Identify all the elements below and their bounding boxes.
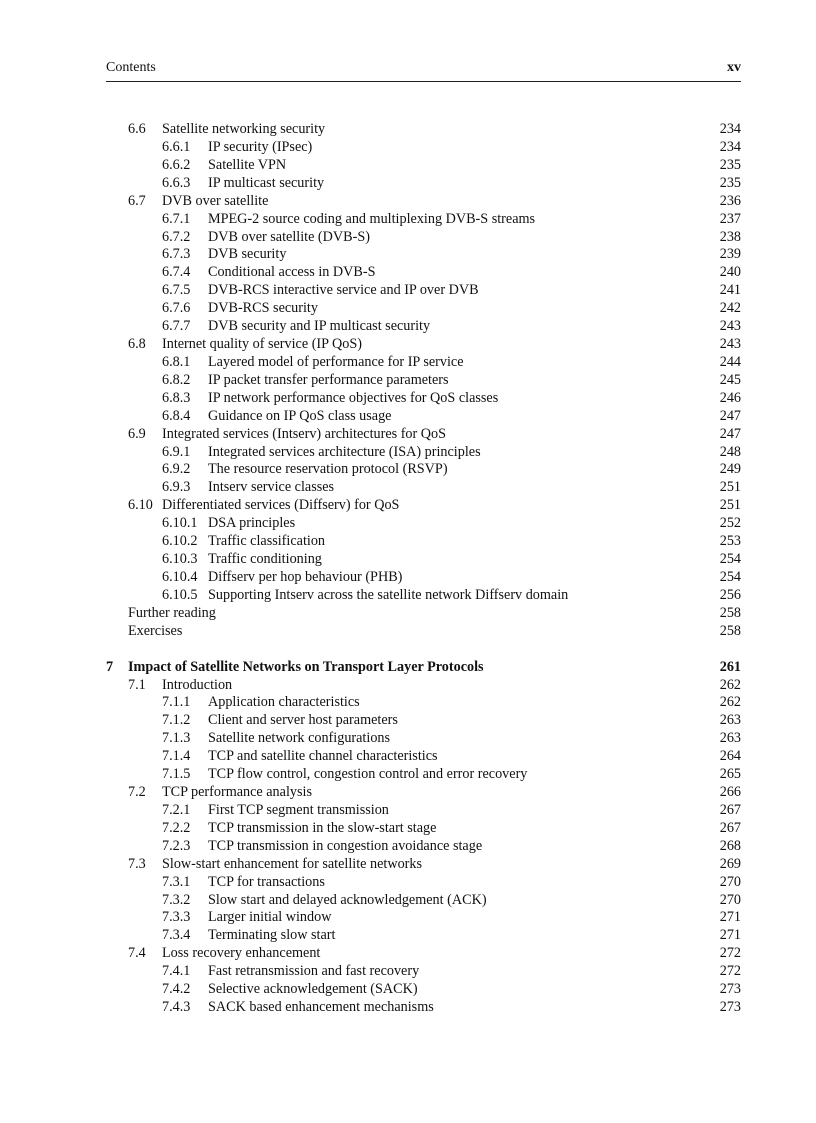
entry-title: Supporting Intserv across the satellite network Diffserv domain: [208, 586, 569, 603]
entry-number: 6.7.3: [162, 246, 191, 263]
entry-page: 235: [719, 174, 741, 191]
entry-number: 7.1.5: [162, 766, 191, 783]
toc-entry-section: [0, 496, 816, 514]
toc-entry-sub: [0, 926, 816, 944]
entry-title: Integrated services (Intserv) architectures for QoS: [162, 425, 447, 442]
entry-page: 247: [719, 407, 741, 424]
toc-entry-sub: [0, 711, 816, 729]
entry-page: 248: [719, 443, 741, 460]
entry-page: 244: [719, 353, 741, 370]
entry-number: 7.3.2: [162, 891, 191, 908]
entry-title: TCP and satellite channel characteristics: [208, 748, 438, 765]
entry-title: Satellite VPN: [208, 156, 287, 173]
header-rule: [106, 81, 741, 82]
entry-page: 253: [719, 533, 741, 550]
entry-page: 271: [719, 909, 741, 926]
entry-number: 6.9: [128, 425, 146, 442]
entry-page: 263: [719, 730, 741, 747]
entry-number: 7.3.4: [162, 927, 191, 944]
entry-title: Integrated services architecture (ISA) principles: [208, 443, 481, 460]
entry-title: IP security (IPsec): [208, 138, 313, 155]
entry-number: 6.6: [128, 121, 146, 137]
toc-entry-sub: [0, 980, 816, 998]
entry-title: DVB security: [208, 246, 287, 263]
entry-number: 7.1.3: [162, 730, 191, 747]
toc-entry-sub: [0, 729, 816, 747]
toc-entry-sub: [0, 801, 816, 819]
entry-number: 6.8.3: [162, 389, 191, 406]
entry-page: 239: [719, 246, 741, 263]
entry-number: 6.7: [128, 192, 146, 209]
entry-title: Conditional access in DVB-S: [208, 264, 376, 281]
entry-page: 252: [719, 515, 741, 532]
entry-title: MPEG-2 source coding and multiplexing DVB-S streams: [208, 210, 536, 227]
entry-page: 270: [719, 873, 741, 890]
entry-page: 269: [719, 855, 741, 872]
entry-number: 7.4.3: [162, 999, 191, 1016]
toc-entry-section: [0, 335, 816, 353]
toc-entry-sub: [0, 371, 816, 389]
entry-number: 7.3.1: [162, 873, 191, 890]
entry-number: 7.4.2: [162, 981, 191, 998]
entry-page: 243: [719, 318, 741, 335]
entry-number: 7.3: [128, 855, 146, 872]
entry-title: Satellite network configurations: [208, 730, 391, 747]
entry-number: 7.3.3: [162, 909, 191, 926]
toc-entry-chapter: [0, 658, 816, 676]
entry-page: 247: [719, 425, 741, 442]
toc-entry-sub: [0, 228, 816, 246]
entry-page: 251: [719, 497, 741, 514]
entry-title: Differentiated services (Diffserv) for QoS: [162, 497, 400, 514]
entry-page: 251: [719, 479, 741, 496]
entry-page: 236: [719, 192, 741, 209]
entry-number: 6.10: [128, 497, 153, 514]
entry-title: Further reading: [128, 604, 216, 621]
entry-number: 6.7.6: [162, 300, 191, 317]
toc-entry-sub: [0, 138, 816, 156]
entry-title: DSA principles: [208, 515, 296, 532]
entry-number: 6.10.4: [162, 569, 198, 585]
entry-page: 273: [719, 999, 741, 1016]
entry-title: TCP for transactions: [208, 873, 325, 890]
entry-number: 6.8: [128, 336, 146, 353]
entry-title: IP packet transfer performance parameters: [208, 371, 449, 388]
entry-title: Layered model of performance for IP service: [208, 353, 464, 370]
entry-page: 264: [719, 748, 741, 765]
toc-entry-sub: [0, 514, 816, 532]
entry-page: 234: [719, 121, 741, 137]
entry-title: DVB-RCS interactive service and IP over DVB: [208, 282, 479, 299]
entry-page: 261: [719, 658, 741, 675]
entry-page: 265: [719, 766, 741, 783]
entry-page: 262: [719, 676, 741, 693]
toc-entry-sub: [0, 353, 816, 371]
entry-number: 7.4.1: [162, 963, 191, 980]
entry-page: 263: [719, 712, 741, 729]
entry-page: 235: [719, 156, 741, 173]
toc-entry-sub: [0, 891, 816, 909]
entry-page: 246: [719, 389, 741, 406]
entry-page: 272: [719, 945, 741, 962]
toc-entry-sub: [0, 281, 816, 299]
entry-number: 6.9.3: [162, 479, 191, 496]
entry-title: IP network performance objectives for QoS classes: [208, 389, 499, 406]
entry-title: DVB over satellite (DVB-S): [208, 228, 370, 245]
entry-number: 6.6.3: [162, 174, 191, 191]
entry-title: Client and server host parameters: [208, 712, 398, 729]
entry-title: Application characteristics: [208, 694, 360, 711]
toc-entry-sub: [0, 532, 816, 550]
toc-entry-section: [0, 120, 816, 138]
entry-number: 7.2.1: [162, 801, 191, 818]
toc-entry-sub: [0, 837, 816, 855]
toc-entry-sub: [0, 174, 816, 192]
entry-title: Selective acknowledgement (SACK): [208, 981, 418, 998]
entry-title: TCP transmission in congestion avoidance stage: [208, 837, 483, 854]
entry-page: 256: [719, 586, 741, 603]
toc-entry-section: [0, 192, 816, 210]
entry-title: Loss recovery enhancement: [162, 945, 321, 962]
toc-entry-section: [0, 944, 816, 962]
entry-page: 254: [719, 551, 741, 568]
entry-title: Terminating slow start: [208, 927, 336, 944]
entry-page: 240: [719, 264, 741, 281]
entry-number: 7.2.2: [162, 819, 191, 836]
entry-number: 7.2: [128, 784, 146, 801]
toc-entry-plain: [0, 604, 816, 622]
entry-title: Slow-start enhancement for satellite networks: [162, 855, 423, 872]
entry-page: 249: [719, 461, 741, 478]
entry-title: Intserv service classes: [208, 479, 335, 496]
entry-title: Satellite networking security: [162, 121, 326, 137]
entry-title: The resource reservation protocol (RSVP): [208, 461, 448, 478]
entry-title: TCP performance analysis: [162, 784, 312, 801]
entry-page: 272: [719, 963, 741, 980]
toc-entry-sub: [0, 460, 816, 478]
entry-number: 6.7.4: [162, 264, 191, 281]
entry-title: Larger initial window: [208, 909, 332, 926]
entry-title: Traffic conditioning: [208, 551, 322, 568]
entry-title: TCP flow control, congestion control and error recovery: [208, 766, 528, 783]
entry-number: 6.7.5: [162, 282, 191, 299]
entry-page: 242: [719, 300, 741, 317]
toc-entry-sub: [0, 156, 816, 174]
entry-number: 6.8.2: [162, 371, 191, 388]
running-header-title: Contents: [106, 60, 156, 75]
entry-title: Introduction: [162, 676, 233, 693]
entry-page: 273: [719, 981, 741, 998]
toc-entry-section: [0, 676, 816, 694]
entry-number: 6.10.1: [162, 515, 198, 532]
entry-number: 6.8.1: [162, 353, 191, 370]
entry-title: DVB security and IP multicast security: [208, 318, 431, 335]
toc-entry-sub: [0, 747, 816, 765]
entry-page: 258: [719, 604, 741, 621]
toc-entry-sub: [0, 263, 816, 281]
entry-page: 266: [719, 784, 741, 801]
entry-page: 268: [719, 837, 741, 854]
entry-page: 267: [719, 801, 741, 818]
toc-entry-sub: [0, 819, 816, 837]
toc-entry-sub: [0, 586, 816, 604]
entry-number: 7.4: [128, 945, 146, 962]
entry-number: 6.7.7: [162, 318, 191, 335]
toc-entry-sub: [0, 568, 816, 586]
entry-number: 7.1.1: [162, 694, 191, 711]
entry-title: Diffserv per hop behaviour (PHB): [208, 569, 403, 585]
entry-page: 237: [719, 210, 741, 227]
entry-title: Fast retransmission and fast recovery: [208, 963, 420, 980]
entry-number: 6.7.2: [162, 228, 191, 245]
toc-entry-section: [0, 425, 816, 443]
entry-page: 245: [719, 371, 741, 388]
toc-entry-sub: [0, 908, 816, 926]
entry-title: DVB over satellite: [162, 192, 269, 209]
entry-number: 6.9.2: [162, 461, 191, 478]
entry-title: IP multicast security: [208, 174, 325, 191]
entry-title: Slow start and delayed acknowledgement (ACK): [208, 891, 487, 908]
entry-number: 7: [106, 658, 114, 675]
entry-number: 6.7.1: [162, 210, 191, 227]
toc-entry-sub: [0, 478, 816, 496]
entry-number: 6.8.4: [162, 407, 191, 424]
entry-page: 243: [719, 336, 741, 353]
toc-entry-section: [0, 783, 816, 801]
entry-number: 7.2.3: [162, 837, 191, 854]
entry-title: TCP transmission in the slow-start stage: [208, 819, 437, 836]
toc-entry-sub: [0, 317, 816, 335]
toc-entry-sub: [0, 299, 816, 317]
toc-entry-sub: [0, 245, 816, 263]
entry-page: 270: [719, 891, 741, 908]
entry-number: 7.1.4: [162, 748, 191, 765]
entry-number: 6.9.1: [162, 443, 191, 460]
entry-number: 6.10.5: [162, 586, 198, 603]
toc-entry-sub: [0, 550, 816, 568]
toc-entry-sub: [0, 210, 816, 228]
toc-entry-sub: [0, 765, 816, 783]
entry-page: 258: [719, 622, 741, 639]
entry-title: DVB-RCS security: [208, 300, 318, 317]
entry-number: 6.10.3: [162, 551, 198, 568]
entry-title: First TCP segment transmission: [208, 801, 389, 818]
entry-page: 238: [719, 228, 741, 245]
toc-entry-sub: [0, 693, 816, 711]
toc-entry-section: [0, 855, 816, 873]
entry-title: Impact of Satellite Networks on Transport Layer Protocols: [128, 658, 484, 675]
entry-number: 7.1.2: [162, 712, 191, 729]
toc-entry-sub: [0, 443, 816, 461]
page-number: xv: [727, 60, 741, 75]
toc-entry-sub: [0, 962, 816, 980]
entry-title: Exercises: [128, 622, 183, 639]
entry-page: 241: [719, 282, 741, 299]
entry-title: Guidance on IP QoS class usage: [208, 407, 392, 424]
toc-entry-sub: [0, 873, 816, 891]
entry-page: 234: [719, 138, 741, 155]
entry-page: 267: [719, 819, 741, 836]
entry-title: Traffic classification: [208, 533, 326, 550]
entry-page: 254: [719, 569, 741, 585]
entry-title: SACK based enhancement mechanisms: [208, 999, 434, 1016]
entry-title: Internet quality of service (IP QoS): [162, 336, 363, 353]
toc-entry-sub: [0, 389, 816, 407]
entry-number: 6.6.2: [162, 156, 191, 173]
entry-page: 271: [719, 927, 741, 944]
toc-entry-sub: [0, 998, 816, 1016]
toc-entry-sub: [0, 407, 816, 425]
toc-entry-plain: [0, 622, 816, 640]
entry-number: 7.1: [128, 676, 146, 693]
entry-number: 6.6.1: [162, 138, 191, 155]
entry-number: 6.10.2: [162, 533, 198, 550]
entry-page: 262: [719, 694, 741, 711]
